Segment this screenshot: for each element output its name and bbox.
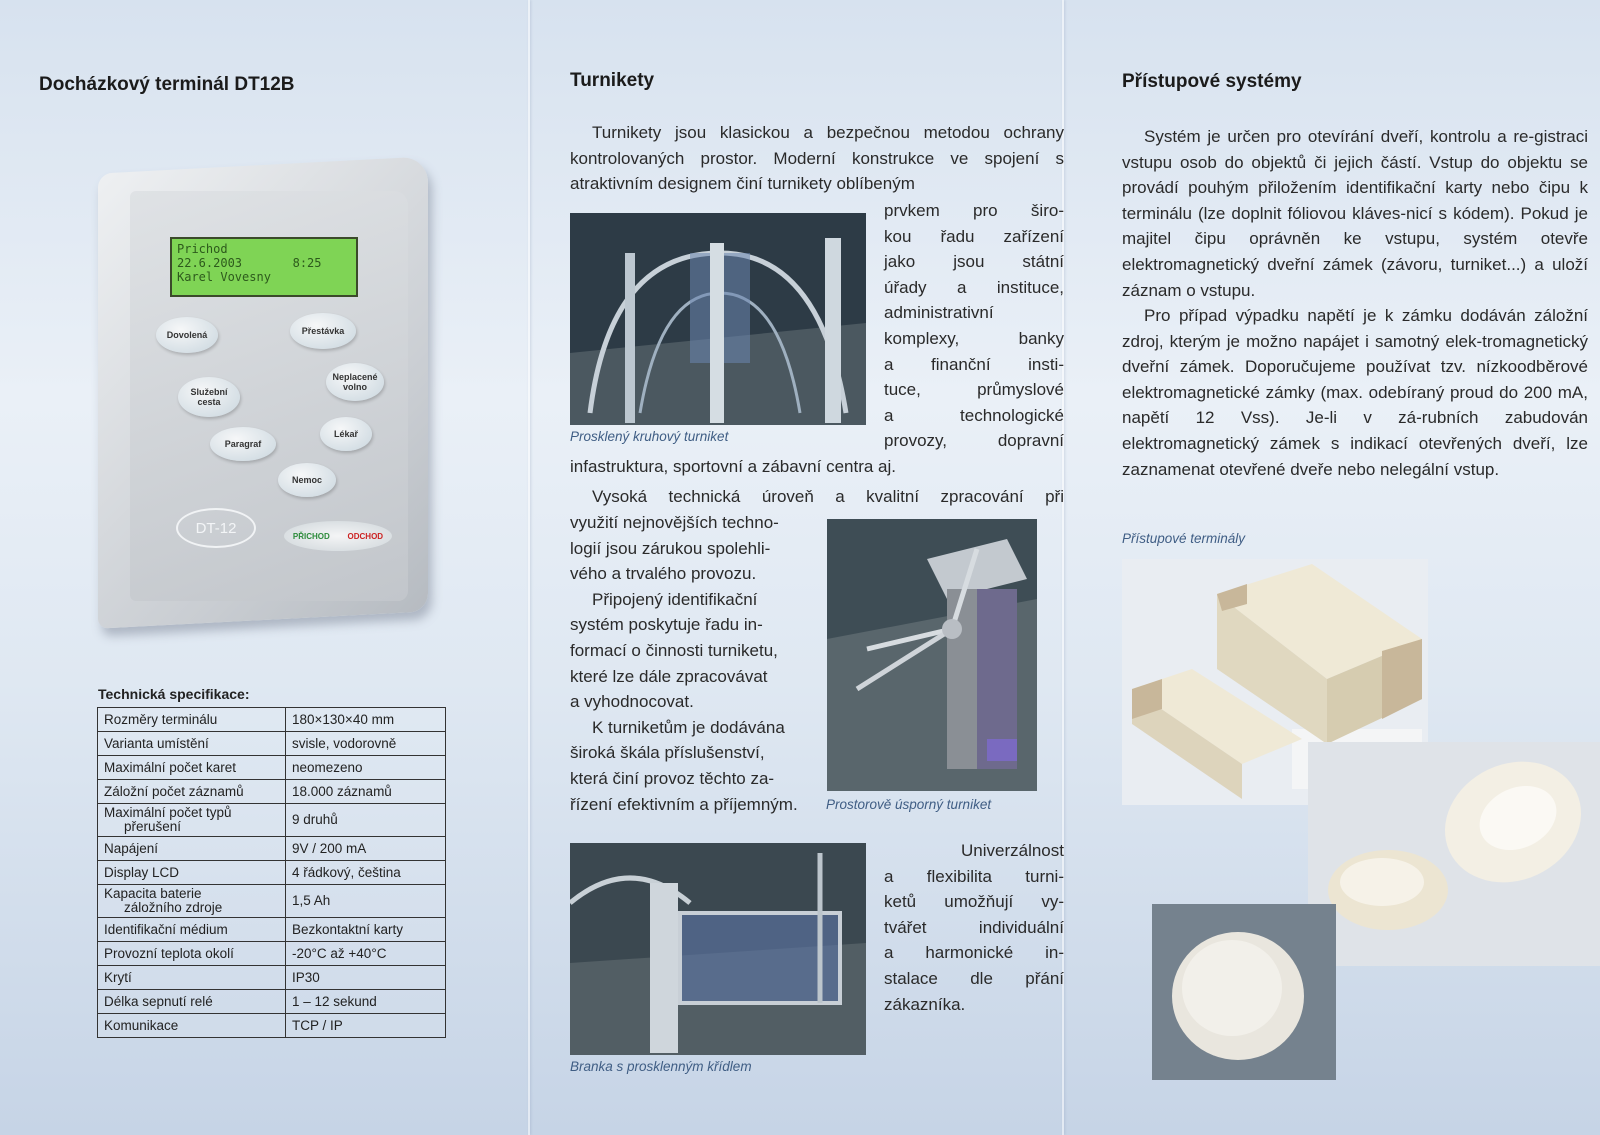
- text-line: formací o činnosti turniketu,: [570, 640, 778, 660]
- spec-label-line: Kapacita baterie: [104, 886, 202, 901]
- spec-label-line: přerušení: [124, 819, 182, 834]
- key-odchod: ODCHOD: [347, 531, 384, 541]
- lcd-display: [170, 237, 358, 297]
- table-row: [98, 861, 446, 885]
- spec-value: 9 druhů: [286, 804, 446, 837]
- text-line: provozy, dopravní: [884, 431, 1064, 451]
- table-row: [98, 837, 446, 861]
- photo-rfid-chips: [1308, 742, 1600, 966]
- spec-value: 18.000 záznamů: [286, 780, 446, 804]
- text-line: a vyhodnocovat.: [570, 692, 694, 712]
- key-sluzebni-cesta: Služební cesta: [178, 377, 240, 417]
- key-nemoc: Nemoc: [278, 463, 336, 497]
- photo-tripod-turnstile: [827, 519, 1037, 791]
- key-prichod: PŘICHOD: [292, 531, 330, 541]
- text-line: prvkem pro širo-: [884, 201, 1064, 220]
- paragraph: Systém je určen pro otevírání dveří, kontrolu a re-gistraci vstupu osob do objektů či jejich částí. Vstup do objektu se provádí pouhým přiložením identifikační karty nebo čipu k terminálu (lze doplnit fóliovou kláves-nicí s kódem). Pokud je majitel čipu oprávněn ke vstupu, systém otevře elektromagnetický dveřní zámek (závoru, turniket...) a uloží záznam o vstupu.: [1122, 127, 1588, 300]
- key-paragraf: Paragraf: [210, 427, 276, 461]
- text-line: K turniketům je dodávána: [592, 717, 785, 737]
- spec-label: Krytí: [98, 966, 286, 990]
- spec-label: [98, 804, 286, 837]
- lcd-line: 22.6.2003 8:25: [177, 256, 322, 270]
- spec-label: Napájení: [98, 837, 286, 861]
- spec-value: 180×130×40 mm: [286, 708, 446, 732]
- spec-value: 1,5 Ah: [286, 885, 446, 918]
- table-row: [98, 966, 446, 990]
- device-model-badge: DT-12: [176, 508, 256, 548]
- lcd-line: Prichod: [177, 242, 228, 256]
- key-dovolena: Dovolená: [156, 317, 218, 353]
- text-line: tvářet individuální: [884, 917, 1064, 937]
- text-line: využití nejnovějších techno-: [570, 513, 779, 532]
- paragraph: Pro případ výpadku napětí je k zámku dodáván záložní zdroj, kterým je možno napájet i samotný elek-tromagnetický dveřní zámek. Doporučujeme používat tzv. nízkoodběrové elektromagnetické zámky (max. odebíraný proud do 200 mA, napětí 12 Vss). Je-li v zá-rubních zabudován elektromagnetický zámek s indikací otevřených dveří, lze zaznamenat otevřené dveře nebo nelegální vstup.: [1122, 306, 1588, 479]
- text-line: kou řadu zařízení: [884, 226, 1064, 246]
- spec-label: [98, 885, 286, 918]
- text-line: vého a trvalého provozu.: [570, 564, 757, 584]
- panel-turnstiles: [540, 0, 1080, 1135]
- in-out-keys: [284, 521, 392, 551]
- panel-title: Přístupové systémy: [1122, 71, 1302, 92]
- table-row: [98, 990, 446, 1014]
- key-lekar: Lékař: [320, 417, 372, 451]
- paragraph: infastruktura, sportovní a zábavní centra aj.: [570, 457, 897, 476]
- spec-label: Display LCD: [98, 861, 286, 885]
- text-line: jako jsou státní: [884, 252, 1064, 272]
- photo-glass-gate: [570, 843, 866, 1055]
- paragraph: Vysoká technická úroveň a kvalitní zpracování při: [592, 487, 1064, 506]
- table-row: [98, 885, 446, 918]
- text-line: tuce, průmyslové: [884, 380, 1064, 400]
- text-line: zákazníka.: [884, 994, 966, 1014]
- spec-label: Záložní počet záznamů: [98, 780, 286, 804]
- spec-value: TCP / IP: [286, 1014, 446, 1038]
- text-line: stalace dle přání: [884, 968, 1064, 988]
- table-row: [98, 756, 446, 780]
- text-line: které lze dále zpracovávat: [570, 666, 768, 686]
- table-row: [98, 708, 446, 732]
- text-line: systém poskytuje řadu in-: [570, 615, 763, 635]
- paragraph-left-column: [570, 510, 808, 817]
- photo-rfid-token: [1152, 904, 1336, 1080]
- spec-label: Rozměry terminálu: [98, 708, 286, 732]
- panel-title: Docházkový terminál DT12B: [39, 74, 295, 95]
- spec-value: neomezeno: [286, 756, 446, 780]
- text-line: logií jsou zárukou spolehli-: [570, 538, 771, 558]
- text-line: a technologické: [884, 405, 1064, 425]
- spec-title: Technická specifikace:: [98, 686, 250, 702]
- table-row: [98, 804, 446, 837]
- spec-value: 1 – 12 sekund: [286, 990, 446, 1014]
- paragraph: Turnikety jsou klasickou a bezpečnou metodou ochrany kontrolovaných prostor. Moderní konstrukce ve spojení s atraktivním designem činí turnikety oblíbeným: [570, 123, 1064, 194]
- terminal-device-image: [98, 165, 428, 620]
- spec-table: [97, 707, 446, 1038]
- spec-value: svisle, vodorovně: [286, 732, 446, 756]
- table-row: [98, 780, 446, 804]
- spec-label-line: záložního zdroje: [124, 900, 223, 915]
- panel-access-systems: [1080, 0, 1600, 1135]
- photo-glass-turnstile: [570, 213, 866, 425]
- key-neplacene-volno: Neplacené volno: [326, 363, 384, 401]
- spec-value: -20°C až +40°C: [286, 942, 446, 966]
- table-row: [98, 918, 446, 942]
- spec-label: Maximální počet karet: [98, 756, 286, 780]
- text-line: Připojený identifikační: [592, 589, 758, 609]
- paragraph-side-column: [884, 838, 1064, 1017]
- caption: Branka s prosklenným křídlem: [570, 1059, 752, 1074]
- table-row: [98, 942, 446, 966]
- spec-label: Identifikační médium: [98, 918, 286, 942]
- spec-label: Varianta umístění: [98, 732, 286, 756]
- lcd-line: Karel Vovesny: [177, 270, 271, 284]
- caption: Přístupové terminály: [1122, 531, 1246, 546]
- text-line: úřady a instituce,: [884, 277, 1064, 297]
- table-row: [98, 1014, 446, 1038]
- key-prestavka: Přestávka: [290, 313, 356, 349]
- spec-value: IP30: [286, 966, 446, 990]
- text-line: administrativní: [884, 303, 994, 323]
- panel-attendance-terminal: [0, 0, 540, 1135]
- spec-label: Provozní teplota okolí: [98, 942, 286, 966]
- text-line: řízení efektivním a příjemným.: [570, 794, 798, 814]
- text-line: ketů umožňují vy-: [884, 892, 1064, 912]
- spec-value: 4 řádkový, čeština: [286, 861, 446, 885]
- paragraph-side-column: [884, 198, 1064, 454]
- caption: Prostorově úsporný turniket: [826, 797, 992, 812]
- text-line: Univerzálnost: [961, 841, 1064, 860]
- spec-value: 9V / 200 mA: [286, 837, 446, 861]
- table-row: [98, 732, 446, 756]
- panel-title: Turnikety: [570, 70, 655, 91]
- text-line: a finanční insti-: [884, 354, 1064, 374]
- text-line: která činí provoz těchto za-: [570, 768, 775, 788]
- text-line: komplexy, banky: [884, 328, 1064, 348]
- spec-label-line: Maximální počet typů: [104, 805, 232, 820]
- text-line: a harmonické in-: [884, 943, 1064, 963]
- caption: Prosklený kruhový turniket: [570, 429, 729, 444]
- text-line: a flexibilita turni-: [884, 866, 1064, 886]
- spec-value: Bezkontaktní karty: [286, 918, 446, 942]
- spec-label: Komunikace: [98, 1014, 286, 1038]
- spec-label: Délka sepnutí relé: [98, 990, 286, 1014]
- text-line: široká škála příslušenství,: [570, 743, 765, 763]
